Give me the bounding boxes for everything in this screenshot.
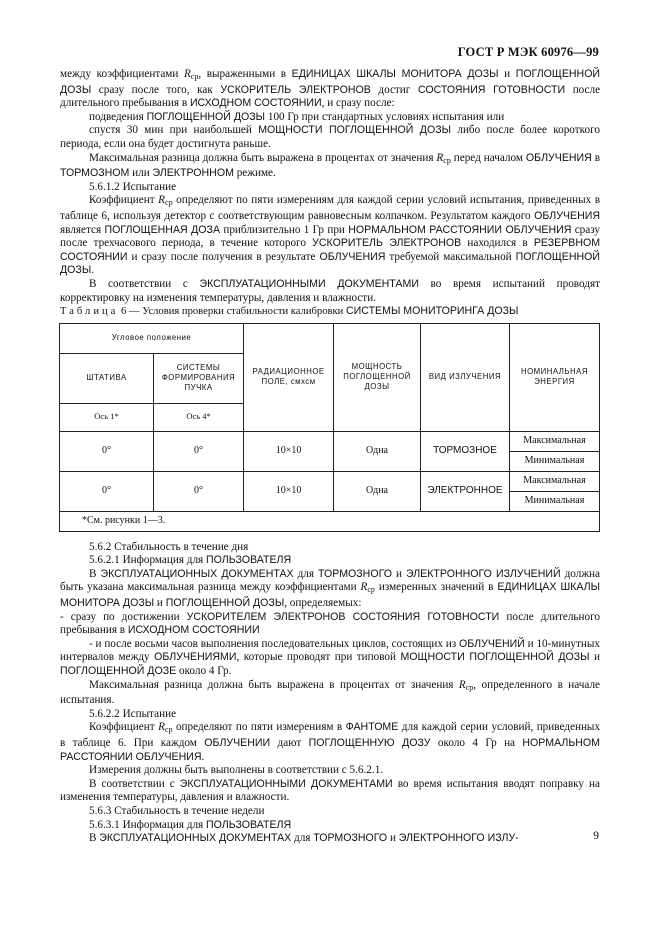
paragraph: Коэффициент $R_{ср}$ определяют по пяти измерениям для каждой серии условий испытания, приведенных в таблице 6, используя детектор с соответствующим равновесным колпачком. Результатом каждого ОБЛУЧЕНИЯ является ПОГЛОЩЕННАЯ ДОЗА приблизительно 1 Гр при НОРМАЛЬНОМ РАССТОЯНИИ ОБЛУЧЕНИЯ сразу после трехчасового периода, в течение которого УСКОРИТЕЛЬ ЭЛЕКТРОНОВ находился в РЕЗЕРВНОМ СОСТОЯНИИ и сразу после получения в результате ОБЛУЧЕНИЯ требуемой максимальной ПОГЛОЩЕННОЙ ДОЗЫ. bbox=[60, 194, 601, 277]
header-type: ВИД ИЗЛУЧЕНИЯ bbox=[420, 323, 509, 431]
table-note: *См. рисунки 1—3. bbox=[60, 511, 600, 531]
table-row bbox=[60, 471, 600, 491]
cell: 10×10 bbox=[244, 471, 334, 511]
table-row bbox=[60, 431, 600, 451]
document-body bbox=[60, 68, 600, 846]
paragraph: - сразу по достижении УСКОРИТЕЛЕМ ЭЛЕКТРОНОВ СОСТОЯНИЯ ГОТОВНОСТИ после длительного пребывания в ИСХОДНОМ СОСТОЯНИИ bbox=[60, 610, 601, 637]
calibration-table bbox=[59, 323, 600, 532]
cell: 0° bbox=[154, 431, 244, 471]
paragraph: В ЭКСПЛУАТАЦИОННЫХ ДОКУМЕНТАХ для ТОРМОЗНОГО и ЭЛЕКТРОННОГО ИЗЛУЧЕНИЙ должна быть указана максимальная разница между коэффициентами $R_{ср}$ измеренных значений в ЕДИНИЦАХ ШКАЛЫ МОНИТОРА ДОЗЫ и ПОГЛОЩЕННОЙ ДОЗЫ, определяемых: bbox=[60, 567, 601, 610]
cell: Минимальная bbox=[509, 451, 599, 471]
section-heading: 5.6.2 Стабильность в течение дня bbox=[89, 540, 249, 553]
header-field: РАДИАЦИОННОЕ ПОЛЕ, смхсм bbox=[244, 323, 334, 431]
section-heading: 5.6.1.2 Испытание bbox=[89, 180, 177, 193]
header-energy: НОМИНАЛЬНАЯ ЭНЕРГИЯ bbox=[509, 323, 599, 431]
section-heading: 5.6.3.1 Информация для ПОЛЬЗОВАТЕЛЯ bbox=[89, 818, 292, 831]
header-angle: Угловое положение bbox=[60, 323, 244, 353]
cell: 0° bbox=[60, 471, 154, 511]
paragraph: Максимальная разница должна быть выражена в процентах от значения $R_{ср}$, определенного в начале испытания. bbox=[60, 678, 600, 707]
axis1-label: Ось 1* bbox=[60, 403, 154, 431]
paragraph: Максимальная разница должна быть выражена в процентах от значения $R_{ср}$ перед началом ОБЛУЧЕНИЯ в ТОРМОЗНОМ или ЭЛЕКТРОННОМ режиме. bbox=[60, 151, 601, 180]
axis4-label: Ось 4* bbox=[154, 403, 244, 431]
paragraph: Коэффициент $R_{ср}$ определяют по пяти измерениям в ФАНТОМЕ для каждой серии условий, приведенных в таблице 6. При каждом ОБЛУЧЕНИИ дают ПОГЛОЩЕННУЮ ДОЗУ около 4 Гр на НОРМАЛЬНОМ РАССТОЯНИИ ОБЛУЧЕНИЯ. bbox=[60, 721, 601, 763]
cell: Минимальная bbox=[509, 491, 599, 511]
paragraph: подведения ПОГЛОЩЕННОЙ ДОЗЫ 100 Гр при стандартных условиях испытания или bbox=[89, 110, 505, 123]
header-beam: СИСТЕМЫ ФОРМИРОВАНИЯ ПУЧКА bbox=[154, 353, 244, 403]
section-heading: 5.6.3 Стабильность в течение недели bbox=[89, 804, 265, 817]
cell: Максимальная bbox=[509, 431, 599, 451]
header-stand: ШТАТИВА bbox=[60, 353, 154, 403]
cell: ЭЛЕКТРОННОЕ bbox=[420, 471, 509, 511]
cell: 10×10 bbox=[244, 431, 334, 471]
paragraph: В ЭКСПЛУАТАЦИОННЫХ ДОКУМЕНТАХ для ТОРМОЗНОГО и ЭЛЕКТРОННОГО ИЗЛУ- bbox=[89, 832, 519, 845]
paragraph: В соответствии с ЭКСПЛУАТАЦИОННЫМИ ДОКУМЕНТАМИ во время испытания вводят поправку на изменения температуры, давления и влажности. bbox=[60, 777, 600, 804]
section-heading: 5.6.2.1 Информация для ПОЛЬЗОВАТЕЛЯ bbox=[89, 554, 292, 567]
paragraph: между коэффициентами $R_{ср}$, выраженными в ЕДИНИЦАХ ШКАЛЫ МОНИТОРА ДОЗЫ и ПОГЛОЩЕННОЙ ДОЗЫ сразу после того, как УСКОРИТЕЛЬ ЭЛЕКТРОНОВ достиг СОСТОЯНИЯ ГОТОВНОСТИ после длительного пребывания в ИСХОДНОМ СОСТОЯНИИ, и сразу после: bbox=[60, 68, 601, 110]
cell: Одна bbox=[334, 471, 421, 511]
cell: 0° bbox=[154, 471, 244, 511]
cell: ТОРМОЗНОЕ bbox=[420, 431, 509, 471]
header-power: МОЩНОСТЬ ПОГЛОЩЕННОЙ ДОЗЫ bbox=[334, 323, 421, 431]
table-caption: Таблица 6 — Условия проверки стабильности калибровки СИСТЕМЫ МОНИТОРИНГА ДОЗЫ bbox=[60, 305, 519, 318]
cell: 0° bbox=[60, 431, 154, 471]
section-heading: 5.6.2.2 Испытание bbox=[89, 707, 177, 720]
paragraph: спустя 30 мин при наибольшей МОЩНОСТИ ПОГЛОЩЕННОЙ ДОЗЫ либо после более короткого периода, если она будет достигнута раньше. bbox=[60, 124, 601, 150]
paragraph: Измерения должны быть выполнены в соответствии с 5.6.2.1. bbox=[89, 764, 384, 777]
cell: Максимальная bbox=[509, 471, 599, 491]
page-number: 9 bbox=[593, 830, 599, 842]
document-header: ГОСТ Р МЭК 60976—99 bbox=[457, 45, 599, 59]
paragraph: - и после восьми часов выполнения последовательных циклов, состоящих из ОБЛУЧЕНИЙ и 10-минутных интервалов между ОБЛУЧЕНИЯМИ, которые проводят при типовой МОЩНОСТИ ПОГЛОЩЕННОЙ ДОЗЫ и ПОГЛОЩЕННОЙ ДОЗЕ около 4 Гр. bbox=[60, 637, 601, 678]
cell: Одна bbox=[334, 431, 421, 471]
paragraph: В соответствии с ЭКСПЛУАТАЦИОННЫМИ ДОКУМЕНТАМИ во время испытаний проводят корректировку на изменения температуры, давления и влажности. bbox=[60, 277, 600, 304]
